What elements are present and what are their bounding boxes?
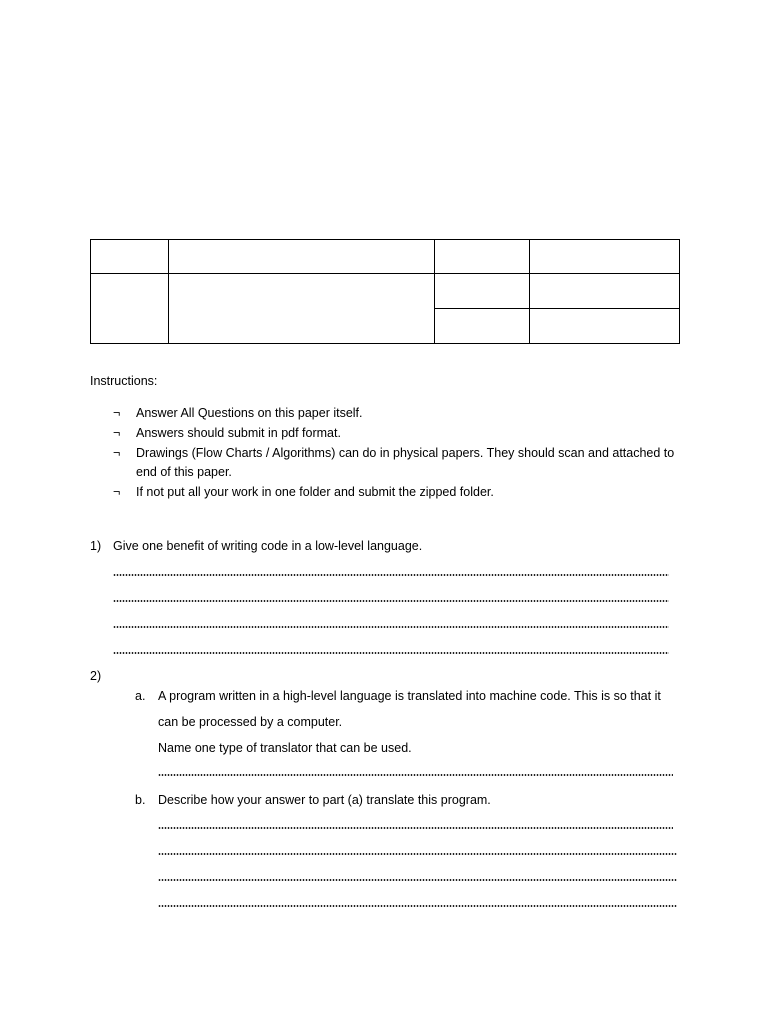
answer-line[interactable] (158, 879, 677, 881)
question-text: Name one type of translator that can be used. (158, 741, 412, 755)
instruction-item (113, 424, 683, 443)
instruction-item (113, 404, 683, 423)
question-text: can be processed by a computer. (158, 715, 343, 729)
bullet-icon: ¬ (113, 446, 121, 460)
answer-line[interactable] (158, 905, 677, 907)
answer-line[interactable] (113, 600, 669, 602)
answer-line[interactable] (113, 652, 669, 654)
bullet-icon: ¬ (113, 406, 121, 420)
instruction-text: Answers should submit in pdf format. (136, 426, 341, 440)
question-text: A program written in a high-level language is translated into machine code. This is so that it (158, 689, 661, 703)
header-info-table (90, 239, 680, 344)
answer-line[interactable] (113, 574, 669, 576)
header-cell[interactable] (91, 274, 169, 344)
question-1 (90, 539, 422, 553)
instruction-text: If not put all your work in one folder and submit the zipped folder. (136, 485, 494, 499)
instruction-item (113, 444, 683, 482)
instructions-title: Instructions: (90, 374, 158, 388)
answer-line[interactable] (158, 774, 673, 776)
instruction-text: Drawings (Flow Charts / Algorithms) can do in physical papers. They should scan and attached to end of this paper. (136, 446, 675, 479)
answer-line[interactable] (113, 626, 669, 628)
header-cell[interactable] (169, 240, 435, 274)
instructions-list (113, 404, 683, 503)
header-cell[interactable] (530, 309, 680, 344)
header-cell[interactable] (435, 240, 530, 274)
header-cell[interactable] (169, 274, 435, 344)
question-number: 1) (90, 539, 102, 553)
question-text: Describe how your answer to part (a) translate this program. (158, 793, 491, 807)
header-cell[interactable] (435, 274, 530, 309)
instruction-text: Answer All Questions on this paper itself. (136, 406, 363, 420)
header-cell[interactable] (91, 240, 169, 274)
header-cell[interactable] (435, 309, 530, 344)
header-cell[interactable] (530, 240, 680, 274)
bullet-icon: ¬ (113, 426, 121, 440)
part-letter: b. (135, 793, 146, 807)
part-letter: a. (135, 689, 146, 703)
answer-line[interactable] (158, 853, 677, 855)
question-2b (135, 787, 680, 813)
bullet-icon: ¬ (113, 485, 121, 499)
header-cell[interactable] (530, 274, 680, 309)
question-text: Give one benefit of writing code in a low-level language. (113, 539, 423, 553)
question-number: 2) (90, 669, 102, 683)
instruction-item (113, 483, 683, 502)
question-2a (135, 683, 680, 761)
answer-line[interactable] (158, 827, 673, 829)
